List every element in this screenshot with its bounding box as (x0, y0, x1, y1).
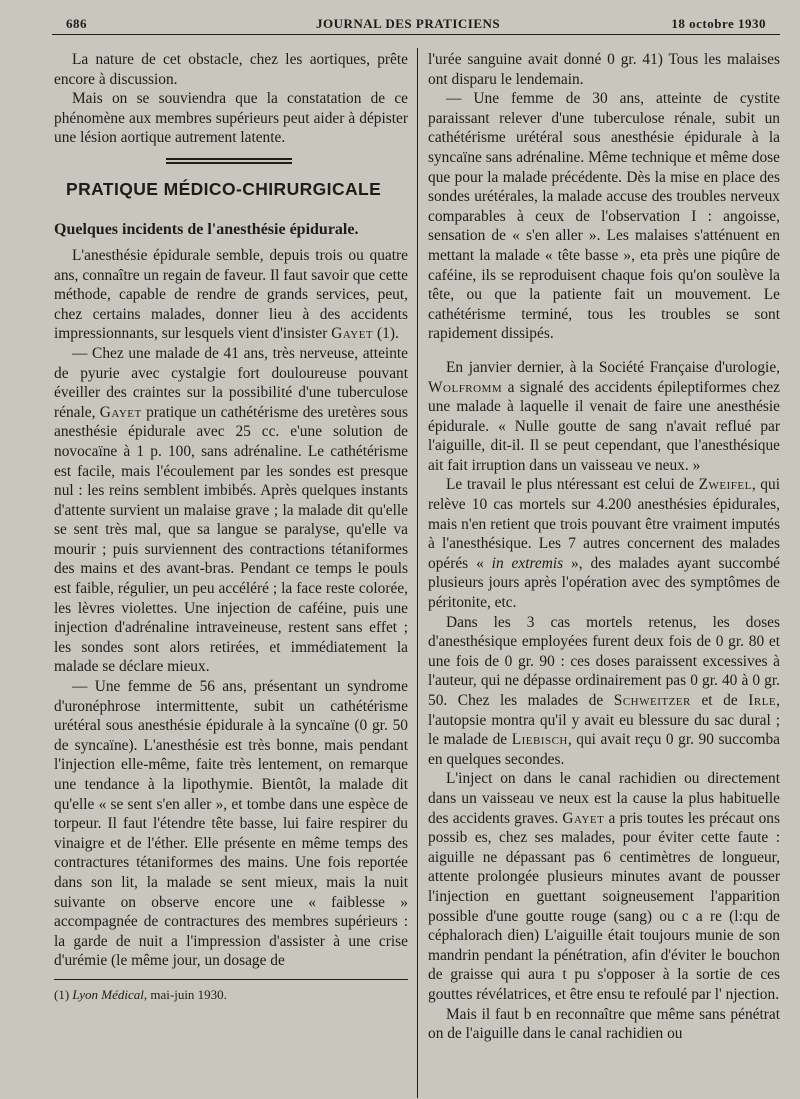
section-ornament-rule (166, 158, 292, 164)
article-paragraph-5: — Une femme de 30 ans, atteinte de cystite paraissant relever d'une tuberculose rénale, subit un cathétérisme urétéral sous anesthésie épidurale à la syncaïne sans adrénaline. Même technique et même dose que pour la malade précédente. Dès la mise en place des sondes urétérales, la malade accuse des troubles nerveux comparables à ceux de l'observation I : angoisse, sensation de « s'en aller ». Les malaises s'atténuent en mettant la malade « tête basse », eta près une piqûre de caféine, ils se reproduisent chaque fois qu'on soulève la tête, ou que la patiente fait un mouvement. Le cathétérisme terminé, tous les troubles se sont rapidement dissipés. (428, 90, 780, 343)
author-name: Liebisch (511, 731, 568, 749)
article-paragraph-9: L'inject on dans le canal rachidien ou directement dans un vaisseau ve neux est la cause la plus habituelle des accidents graves. Gayet a pris toutes les précaut ons possib es, chez ses malades, pour éviter cette faute : aiguille ne dépassant pas 6 centimètres de longueur, attente prolongée plusieurs minutes avant de pousser l'injection en guettant soigneusement l'apparition possible d'une goutte rouge (sang) ou c a re (l:qu de céphalorach dien) L'aiguille était toujours munie de son mandrin pendant la pénétration, afin d'éviter le bouchon de graisse qui aura t pu s'opposer à la sortie de ces gouttes révélatrices, et être ensu te refoulé par l' njection. (428, 770, 780, 1003)
author-name: Irle (748, 692, 777, 709)
footnote-rule (54, 979, 408, 980)
footnote: (1) Lyon Médical, mai-juin 1930. (54, 986, 227, 1002)
right-column (428, 50, 780, 1044)
article-paragraph-8: Dans les 3 cas mortels retenus, les doses d'anesthésique employées furent deux fois de 0 gr. 80 et une fois de 0 gr. 90 : ces doses paraissent excessives à l'auteur, qui ne dépasse ordinairement pas 0 gr. 40 à 0 gr. 50. Chez les malades de Schweitzer et de Irle, l'autopsie montra qu'il y avait eu blessure du sac dural ; le malade de Liebisch, qui avait reçu 0 gr. 90 succomba en quelques secondes. (428, 613, 780, 768)
intro-paragraph-1: La nature de cet obstacle, chez les aortiques, prête encore à discussion. (54, 51, 408, 88)
running-header (66, 14, 766, 36)
author-name: Zweifel (698, 476, 752, 494)
header-rule (52, 34, 780, 35)
article-paragraph-6: En janvier dernier, à la Société Française d'urologie, Wolfromm a signalé des accidents épileptiformes chez une malade à laquelle il venait de faire une anesthésie épidurale. « Nulle goutte de sang n'avait reflué par l'aiguille, dit-il. Il se peut cependant, que l'anesthésique ait fait irruption dans un vaisseau ve neux. » (428, 358, 780, 474)
article-title: Quelques incidents de l'anesthésie épidurale. (54, 220, 359, 238)
left-column (54, 50, 408, 1003)
article-paragraph-10: Mais il faut b en reconnaître que même sans pénétrat on de l'aiguille dans le canal rachidien ou (428, 1005, 780, 1043)
article-paragraph-4: l'urée sanguine avait donné 0 gr. 41) Tous les malaises ont disparu le lendemain. (428, 51, 780, 88)
author-name: Gayet (99, 403, 142, 421)
section-title: PRATIQUE MÉDICO-CHIRURGICALE (66, 178, 382, 199)
journal-title: JOURNAL DES PRATICIENS (316, 16, 501, 31)
intro-paragraph-2: Mais on se souviendra que la constatation de ce phénomène aux membres supérieurs peut aider à dépister une lésion aortique autrement latente. (54, 90, 408, 147)
article-paragraph-2: — Chez une malade de 41 ans, très nerveuse, atteinte de pyurie avec cystalgie fort douloureuse pouvant éveiller des craintes sur la possibilité d'une tuberculose rénale, Gayet pratique un cathétérisme des uretères sous anesthésie épidurale avec 25 cc. e'une solution de novocaïne à 1 p. 100, sans adrénaline. Le cathétérisme est facile, mais l'écoulement par les sondes est presque nul : les reins semblent imbibés. Après quelques instants d'attente survient un malaise grave ; la malade dit qu'elle se sent très mal, que sa langue se paralyse, qu'elle va mourir ; puis surviennent des contractions tétaniformes des mains et des avant-bras. Pendant ce temps le pouls est faible, régulier, un peu accéléré ; la face reste colorée, les lèvres violettes. Une injection de caféine, puis une injection d'adrénaline intraveineuse, restent sans effet ; les sondes sont alors retirées, et immédiatement la malade se déclare mieux. (54, 344, 408, 676)
article-paragraph-1: L'anesthésie épidurale semble, depuis trois ou quatre ans, connaître un regain de faveur. Il faut savoir que cette méthode, capable de rendre de grands services, peut, chez certains malades, donner lieu à des accidents impressionnants, sur lesquels vient d'insister Gayet (1). (54, 246, 408, 343)
paragraph-gap (428, 344, 780, 358)
page-number: 686 (66, 16, 87, 31)
author-name: Schweitzer (613, 692, 691, 709)
column-separator (417, 48, 418, 1098)
article-paragraph-3: — Une femme de 56 ans, présentant un syndrome d'uronéphrose intermittente, subit un cathétérisme urétéral sous anesthésie épidurale à la syncaïne (0 gr. 50 de syncaïne). L'anesthésie est très bonne, mais pendant l'injection elle-même, faite très lentement, on remarque une tendance à la lipothymie. Bientôt, la malade dit qu'elle « se sent s'en aller », et tombe dans une espèce de torpeur. Il faut l'étendre tête basse, lui faire respirer du vinaigre et de l'éther. Elle présente en même temps des contractures tétaniformes des mains. Une fois reportée dans son lit, la malade se sent mieux, mais la nuit suivante on observe encore une « faiblesse » accompagnée de contractures des membres supérieurs : la garde de nuit a l'impression d'assister à une crise d'urémie (le même jour, un dosage de (54, 678, 408, 970)
article-paragraph-7: Le travail le plus ntéressant est celui de Zweifel, qui relève 10 cas mortels sur 4.200 anesthésies épidurales, mais n'en retient que trois pouvant être vraiment imputés à l'anesthésique. Les 7 autres concernent des malades opérés « in extremis », des malades ayant succombé plusieurs jours après l'opération avec des symptômes de péritonite, etc. (428, 476, 780, 612)
author-name: Wolfromm (428, 378, 503, 396)
issue-date: 18 octobre 1930 (671, 16, 766, 31)
author-name: Gayet (331, 325, 374, 343)
author-name: Gayet (562, 809, 605, 827)
